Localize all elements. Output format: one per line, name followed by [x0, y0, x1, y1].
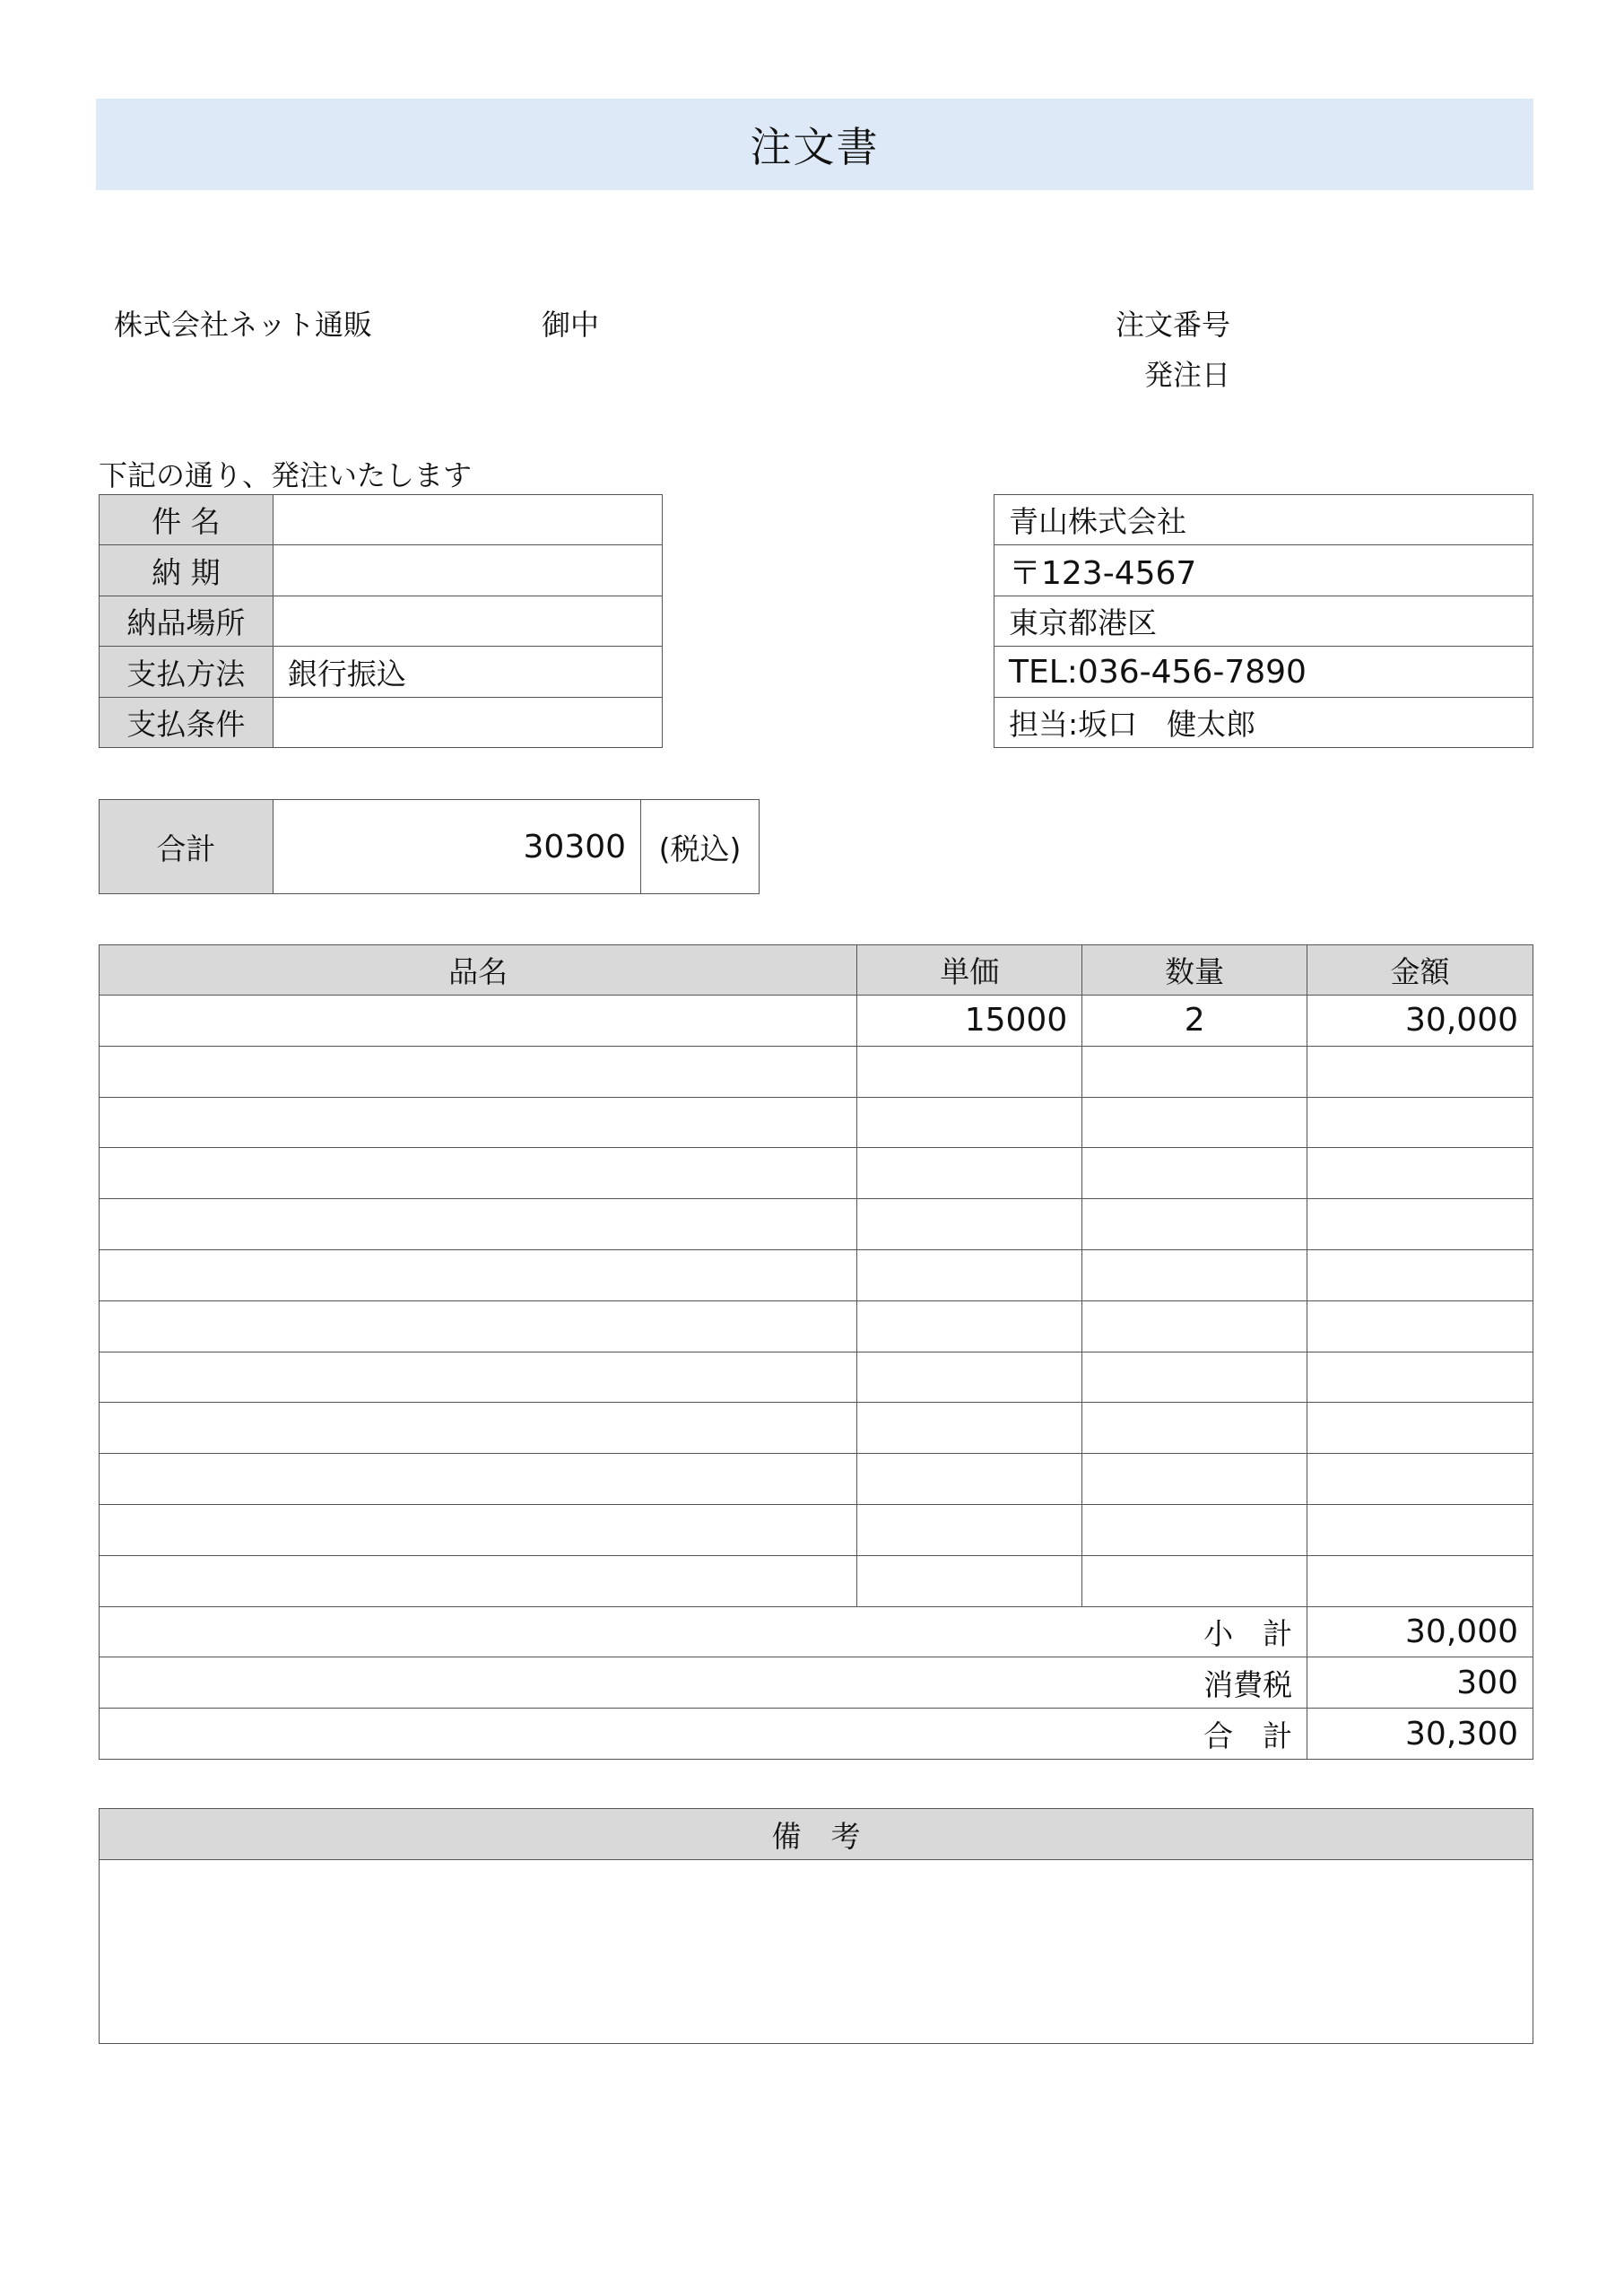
unit-price-cell [857, 1046, 1082, 1097]
info-value [273, 495, 662, 545]
remarks-header: 備 考 [100, 1809, 1533, 1860]
tax-note: (税込) [641, 800, 760, 894]
summary-label: 小 計 [100, 1606, 1307, 1657]
amount-cell [1307, 1249, 1533, 1300]
info-label: 納 期 [100, 545, 274, 596]
info-row [100, 647, 663, 698]
item-name-cell [100, 1199, 857, 1250]
issuer-contact: 担当:坂口 健太郎 [994, 698, 1533, 748]
amount-cell [1307, 1046, 1533, 1097]
table-row [100, 1046, 1533, 1097]
quantity-cell [1082, 1403, 1307, 1454]
summary-label: 消費税 [100, 1657, 1307, 1709]
unit-price-cell [857, 1352, 1082, 1403]
amount-cell: 30,000 [1307, 996, 1533, 1047]
total-value: 30300 [273, 800, 640, 894]
order-info-table [99, 494, 663, 748]
unit-price-cell [857, 1199, 1082, 1250]
info-label: 支払方法 [100, 647, 274, 698]
item-name-cell [100, 996, 857, 1047]
info-label: 支払条件 [100, 698, 274, 748]
quantity-cell [1082, 1504, 1307, 1555]
amount-cell [1307, 1555, 1533, 1606]
table-row [100, 1403, 1533, 1454]
quantity-cell [1082, 1454, 1307, 1505]
unit-price-cell [857, 1403, 1082, 1454]
table-row [100, 1097, 1533, 1148]
summary-row [100, 1606, 1533, 1657]
item-name-cell [100, 1352, 857, 1403]
table-row [100, 1555, 1533, 1606]
amount-cell [1307, 1454, 1533, 1505]
info-value [273, 545, 662, 596]
unit-price-cell [857, 1249, 1082, 1300]
total-box [99, 799, 760, 894]
table-row [100, 1504, 1533, 1555]
quantity-cell [1082, 1097, 1307, 1148]
item-name-cell [100, 1555, 857, 1606]
table-row [100, 1249, 1533, 1300]
amount-cell [1307, 1352, 1533, 1403]
items-table [99, 944, 1533, 1760]
issuer-postal: 〒123-4567 [994, 545, 1533, 596]
summary-value: 300 [1307, 1657, 1533, 1709]
item-name-cell [100, 1249, 857, 1300]
amount-cell [1307, 1403, 1533, 1454]
remarks-table [99, 1808, 1533, 2044]
items-header-cell: 単価 [857, 945, 1082, 996]
item-name-cell [100, 1504, 857, 1555]
items-header-cell: 品名 [100, 945, 857, 996]
intro-text: 下記の通り、発注いたします [99, 458, 473, 492]
summary-value: 30,000 [1307, 1606, 1533, 1657]
quantity-cell [1082, 1300, 1307, 1352]
info-row [100, 545, 663, 596]
info-row [100, 596, 663, 647]
items-header-cell: 数量 [1082, 945, 1307, 996]
remarks-content [100, 1860, 1533, 2044]
issuer-table [994, 494, 1533, 748]
summary-value: 30,300 [1307, 1709, 1533, 1760]
amount-cell [1307, 1199, 1533, 1250]
info-value [273, 596, 662, 647]
unit-price-cell: 15000 [857, 996, 1082, 1047]
quantity-cell [1082, 1555, 1307, 1606]
unit-price-cell [857, 1148, 1082, 1199]
amount-cell [1307, 1504, 1533, 1555]
unit-price-cell [857, 1097, 1082, 1148]
items-header-cell: 金額 [1307, 945, 1533, 996]
table-row [100, 1454, 1533, 1505]
items-header-row [100, 945, 1533, 996]
quantity-cell [1082, 1046, 1307, 1097]
table-row [100, 1148, 1533, 1199]
unit-price-cell [857, 1555, 1082, 1606]
info-label: 納品場所 [100, 596, 274, 647]
quantity-cell [1082, 1148, 1307, 1199]
amount-cell [1307, 1148, 1533, 1199]
quantity-cell: 2 [1082, 996, 1307, 1047]
quantity-cell [1082, 1249, 1307, 1300]
recipient-company: 株式会社ネット通販 [114, 308, 373, 342]
amount-cell [1307, 1097, 1533, 1148]
issuer-company: 青山株式会社 [994, 495, 1533, 545]
quantity-cell [1082, 1352, 1307, 1403]
summary-row [100, 1657, 1533, 1709]
summary-row [100, 1709, 1533, 1760]
total-label: 合計 [100, 800, 274, 894]
table-row [100, 996, 1533, 1047]
summary-label: 合 計 [100, 1709, 1307, 1760]
document-title: 注文書 [96, 99, 1533, 190]
item-name-cell [100, 1300, 857, 1352]
item-name-cell [100, 1148, 857, 1199]
issuer-tel: TEL:036-456-7890 [994, 647, 1533, 698]
item-name-cell [100, 1454, 857, 1505]
item-name-cell [100, 1403, 857, 1454]
unit-price-cell [857, 1454, 1082, 1505]
item-name-cell [100, 1046, 857, 1097]
info-value [273, 698, 662, 748]
info-label: 件 名 [100, 495, 274, 545]
info-value: 銀行振込 [273, 647, 662, 698]
info-row [100, 495, 663, 545]
table-row [100, 1300, 1533, 1352]
item-name-cell [100, 1097, 857, 1148]
table-row [100, 1199, 1533, 1250]
unit-price-cell [857, 1504, 1082, 1555]
unit-price-cell [857, 1300, 1082, 1352]
order-date-label: 発注日 [1144, 358, 1231, 392]
order-number-label: 注文番号 [1116, 308, 1231, 342]
amount-cell [1307, 1300, 1533, 1352]
quantity-cell [1082, 1199, 1307, 1250]
table-row [100, 1352, 1533, 1403]
info-row [100, 698, 663, 748]
issuer-address: 東京都港区 [994, 596, 1533, 647]
recipient-honorific: 御中 [542, 308, 600, 342]
